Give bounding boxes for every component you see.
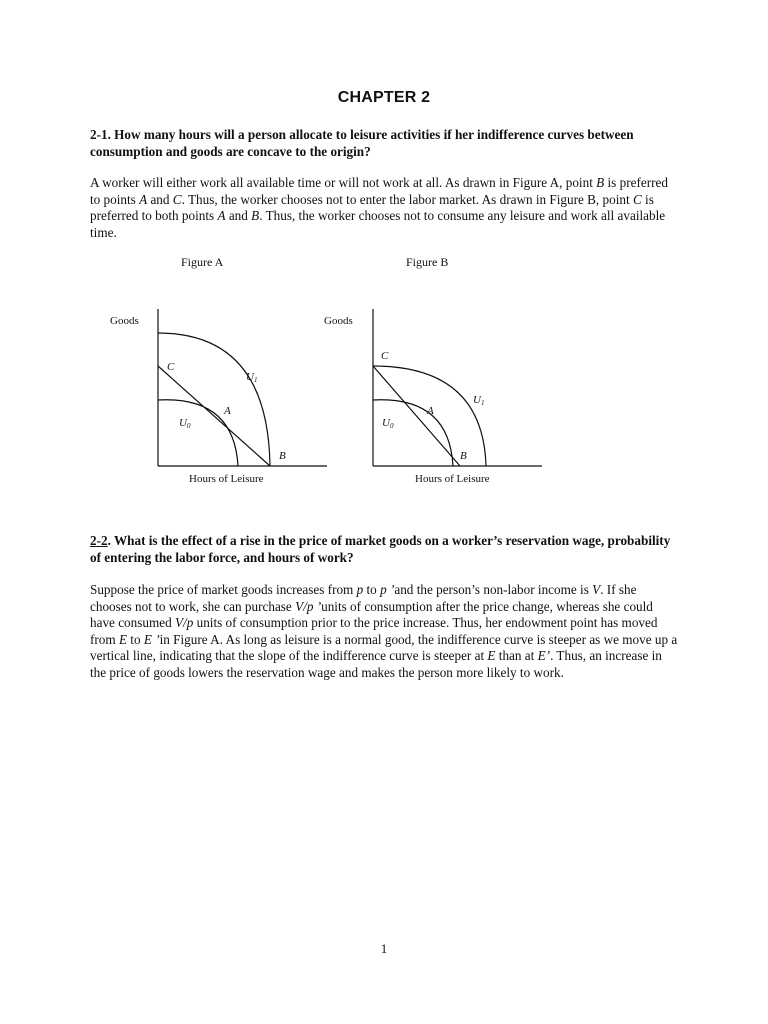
page-number: 1	[380, 941, 388, 956]
figure-b-title: Figure B	[406, 255, 449, 269]
question-2-2-number: 2-2	[90, 533, 108, 548]
figure-b-label-u1: U1	[473, 394, 485, 407]
figure-b-x-label: Hours of Leisure	[415, 473, 490, 485]
figure-a-x-label: Hours of Leisure	[189, 473, 264, 485]
figure-b-point-c: C	[381, 350, 389, 362]
figure-a-title: Figure A	[181, 255, 224, 269]
figure-a-label-u1: U1	[246, 371, 258, 384]
figure-b-budget-line	[373, 366, 460, 466]
answer-2-1: A worker will either work all available time or will not work at all. As drawn in Figure A, point B is preferred to points A and C. Thus, the worker chooses not to enter the labor market. As drawn in Figure B, point C is preferred to both points A and B. Thus, the worker chooses not to consume any leisure and work all available time.	[90, 175, 668, 240]
figure-b-point-a: A	[427, 405, 434, 417]
figure-a-label-u0: U0	[179, 417, 191, 430]
question-2-2: 2-2. What is the effect of a rise in the price of market goods on a worker’s reservation wage, probability of entering the labor force, and hours of work?	[90, 533, 671, 565]
figure-a-y-label: Goods	[110, 315, 139, 327]
figure-b-curve-u0	[373, 400, 453, 466]
figure-b-label-u0: U0	[382, 417, 394, 430]
figure-b-point-b: B	[460, 450, 467, 462]
figure-b-y-label: Goods	[324, 315, 353, 327]
figure-a	[100, 300, 340, 490]
figure-a-point-a: A	[224, 405, 231, 417]
question-2-1: 2-1. How many hours will a person allocate to leisure activities if her indifference curves between consumption and goods are concave to the origin?	[90, 127, 634, 159]
figure-b	[315, 300, 555, 490]
chapter-heading: CHAPTER 2	[337, 89, 431, 106]
answer-2-2: Suppose the price of market goods increases from p to p ’and the person’s non-labor income is V. If she chooses not to work, she can purchase V/p ’units of consumption after the price change, whereas she could have consumed V/p units of consumption prior to the price increase. Thus, her endowment point has moved from E to E ’in Figure A. As long as leisure is a normal good, the indifference curve is steeper as we move up a vertical line, indicating that the slope of the indifference curve is steeper at E than at E’. Thus, an increase in the price of goods lowers the reservation wage and makes the person more likely to work.	[90, 582, 678, 680]
figure-a-point-b: B	[279, 450, 286, 462]
figure-a-point-c: C	[167, 361, 175, 373]
